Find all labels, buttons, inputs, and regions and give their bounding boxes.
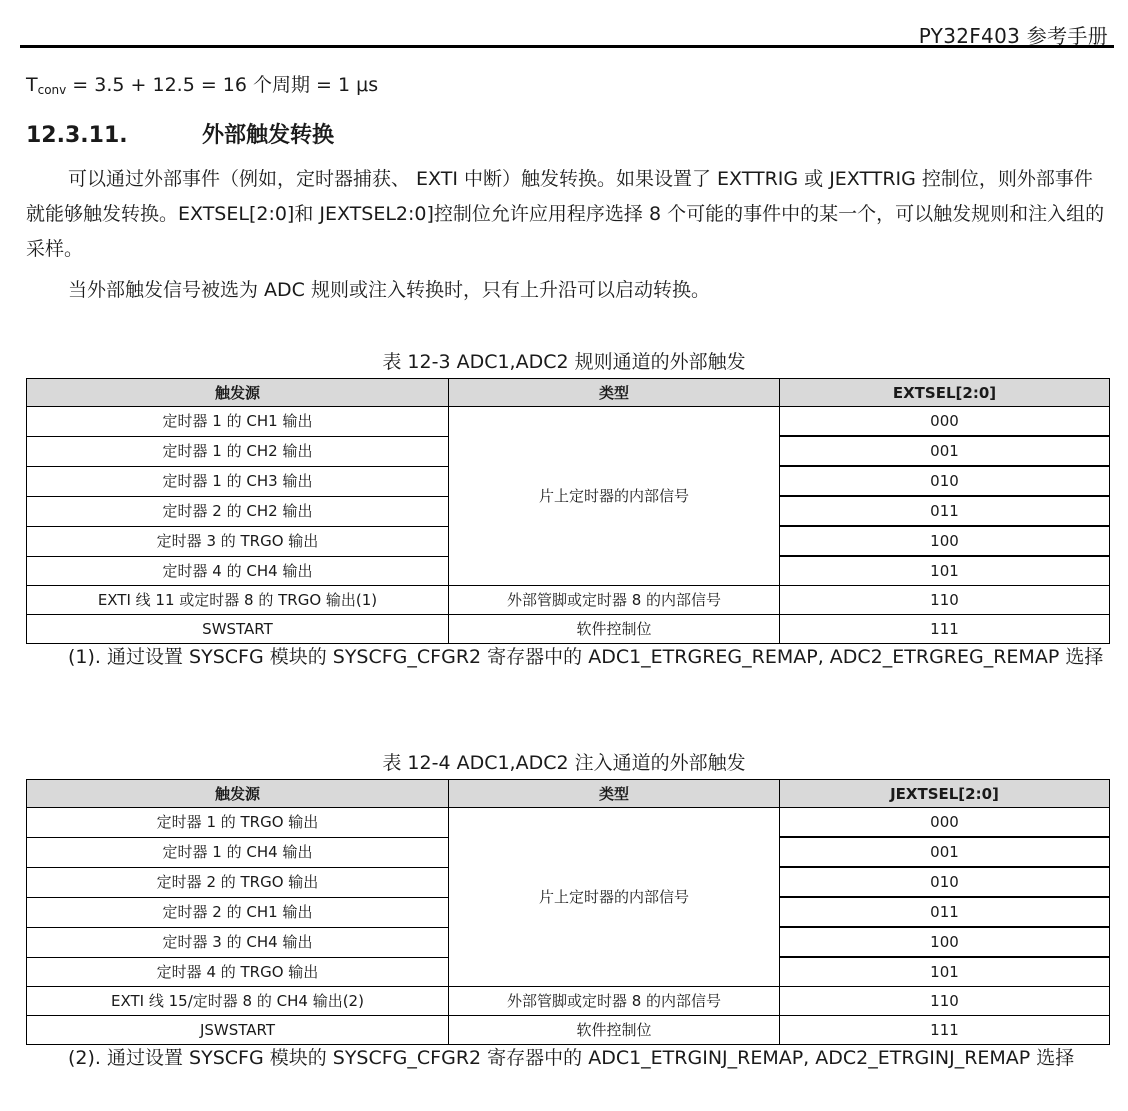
trigger-source-cell: EXTI 线 11 或定时器 8 的 TRGO 输出(1) [27,586,449,615]
type-cell: 软件控制位 [449,1016,780,1045]
jextsel-code-cell: 001 [780,837,1110,867]
trigger-source-cell: 定时器 2 的 TRGO 输出 [27,867,449,897]
extsel-code-cell: 010 [780,466,1110,496]
paragraph-rising-edge: 当外部触发信号被选为 ADC 规则或注入转换时，只有上升沿可以启动转换。 [68,279,710,301]
header-jextsel: JEXTSEL[2:0] [780,780,1110,808]
jextsel-code-cell: 000 [780,808,1110,838]
tconv-symbol: T [26,74,38,96]
trigger-source-cell: 定时器 1 的 TRGO 输出 [27,808,449,838]
table-row [27,987,1110,1016]
jextsel-code-cell: 101 [780,957,1110,987]
extsel-code-cell: 110 [780,586,1110,615]
table-caption-injected: 表 12-4 ADC1,ADC2 注入通道的外部触发 [382,752,746,774]
jextsel-code-cell: 110 [780,987,1110,1016]
trigger-source-cell: JSWSTART [27,1016,449,1045]
extsel-code-cell: 011 [780,496,1110,526]
injected-trigger-table [26,779,1110,1045]
jextsel-code-cell: 011 [780,897,1110,927]
trigger-source-cell: 定时器 1 的 CH2 输出 [27,436,449,466]
trigger-source-cell: 定时器 1 的 CH3 输出 [27,466,449,496]
table-header-row [27,780,1110,808]
paragraph-external-trigger: 可以通过外部事件（例如，定时器捕获、 EXTI 中断）触发转换。如果设置了 EXTTRIG 或 JEXTTRIG 控制位，则外部事件就能够触发转换。EXTSEL[2:0]和 JEXTSEL2:0]控制位允许应用程序选择 8 个可能的事件中的某一个，可以触发规则和注入组的采样。 [26,168,1105,260]
merged-type-cell: 片上定时器的内部信号 [449,407,780,586]
section-title: 外部触发转换 [202,123,335,148]
table-caption-regular: 表 12-3 ADC1,ADC2 规则通道的外部触发 [382,351,746,373]
type-cell: 外部管脚或定时器 8 的内部信号 [449,987,780,1016]
header-divider [20,45,1114,48]
extsel-code-cell: 000 [780,407,1110,437]
jextsel-code-cell: 010 [780,867,1110,897]
document-header-title: PY32F403 参考手册 [918,24,1108,48]
table-row [27,586,1110,615]
trigger-source-cell: SWSTART [27,615,449,644]
header-trigger-source: 触发源 [27,379,449,407]
table-footnote-2: (2). 通过设置 SYSCFG 模块的 SYSCFG_CFGR2 寄存器中的 ADC1_ETRGINJ_REMAP, ADC2_ETRGINJ_REMAP 选择 [68,1047,1075,1069]
trigger-source-cell: EXTI 线 15/定时器 8 的 CH4 输出(2) [27,987,449,1016]
section-heading [26,118,334,149]
table-row [27,407,1110,437]
tconv-expression: = 3.5 + 12.5 = 16 个周期 = 1 μs [66,74,379,96]
extsel-code-cell: 111 [780,615,1110,644]
trigger-source-cell: 定时器 4 的 TRGO 输出 [27,957,449,987]
header-type: 类型 [449,780,780,808]
jextsel-code-cell: 111 [780,1016,1110,1045]
merged-type-cell: 片上定时器的内部信号 [449,808,780,987]
table-footnote-1: (1). 通过设置 SYSCFG 模块的 SYSCFG_CFGR2 寄存器中的 ADC1_ETRGREG_REMAP, ADC2_ETRGREG_REMAP 选择 [68,646,1104,668]
regular-trigger-table [26,378,1110,644]
table-row [27,808,1110,838]
trigger-source-cell: 定时器 3 的 CH4 输出 [27,927,449,957]
tconv-formula [26,70,378,97]
type-cell: 软件控制位 [449,615,780,644]
trigger-source-cell: 定时器 1 的 CH4 输出 [27,837,449,867]
section-number: 12.3.11. [26,123,128,148]
table-header-row [27,379,1110,407]
header-trigger-source: 触发源 [27,780,449,808]
trigger-source-cell: 定时器 2 的 CH1 输出 [27,897,449,927]
tconv-subscript: conv [37,83,67,97]
header-type: 类型 [449,379,780,407]
extsel-code-cell: 001 [780,436,1110,466]
trigger-source-cell: 定时器 2 的 CH2 输出 [27,496,449,526]
header-extsel: EXTSEL[2:0] [780,379,1110,407]
jextsel-code-cell: 100 [780,927,1110,957]
type-cell: 外部管脚或定时器 8 的内部信号 [449,586,780,615]
trigger-source-cell: 定时器 1 的 CH1 输出 [27,407,449,437]
trigger-source-cell: 定时器 4 的 CH4 输出 [27,556,449,586]
extsel-code-cell: 100 [780,526,1110,556]
trigger-source-cell: 定时器 3 的 TRGO 输出 [27,526,449,556]
extsel-code-cell: 101 [780,556,1110,586]
